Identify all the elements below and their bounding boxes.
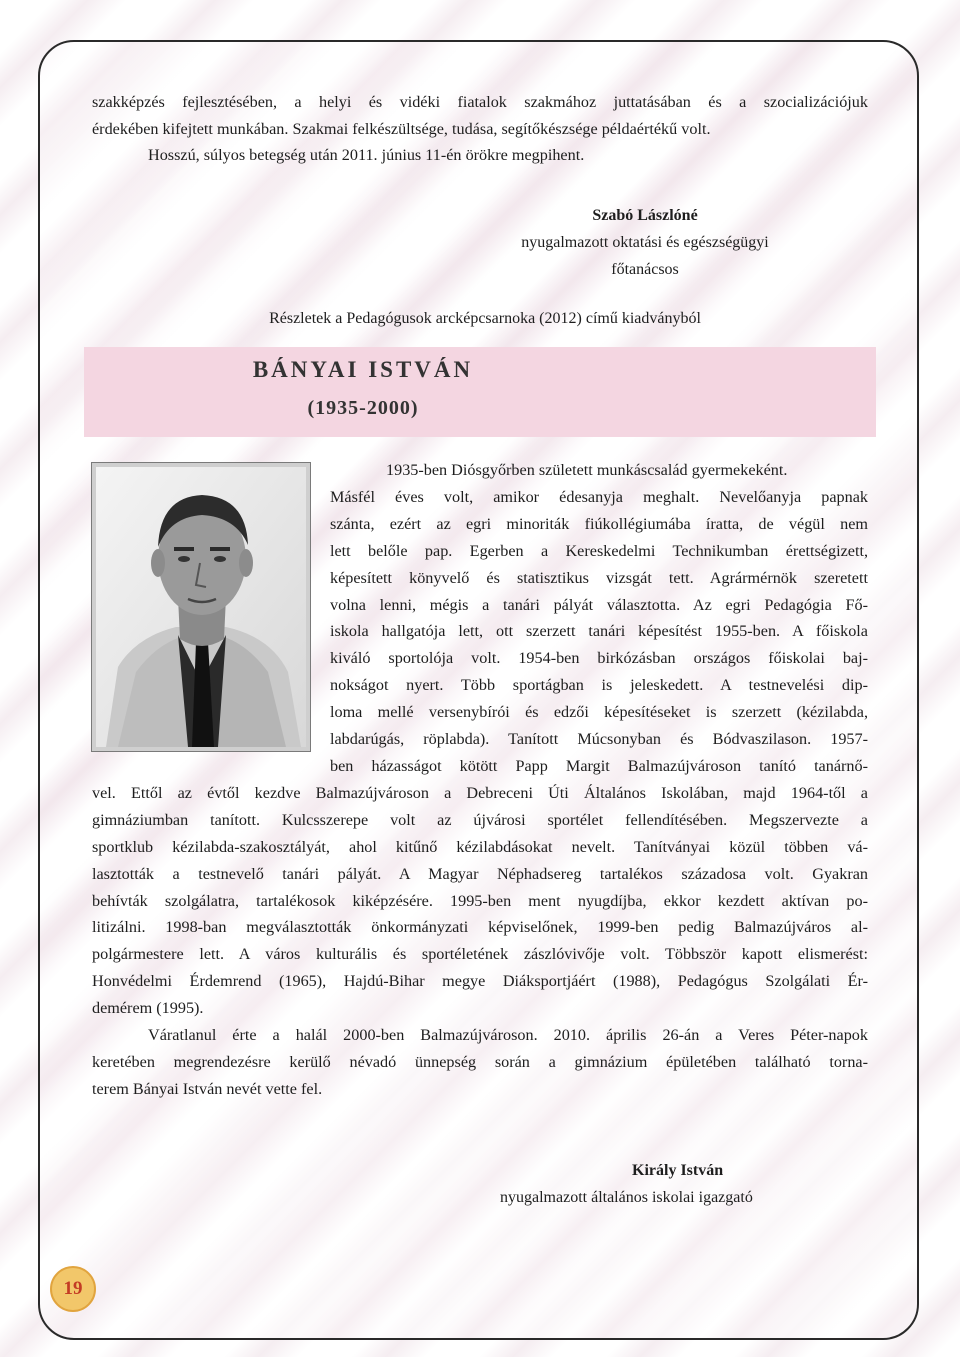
- signature-name: Szabó Lászlóné: [592, 207, 698, 224]
- text-line: behívták szolgálatra, tartalékosok kiképzésére. 1995-ben ment nyugdíjba, ekkor kezdett aktívan po-: [92, 891, 868, 910]
- text-line: gimnáziumban tanított. Kulcsszerepe volt az újvárosi sportélet fellendítésében. Megszervezte a: [92, 810, 868, 829]
- text-line: kiváló sportolója volt. 1954-ben birkózásban országos főiskolai baj-: [330, 649, 868, 668]
- signature-block-2: [500, 1157, 940, 1211]
- text-line: szakképzés fejlesztésében, a helyi és vidéki fiatalok szakmához juttatásában és a szocializációjuk: [92, 93, 868, 111]
- text-line: polgármestere lett. A város kulturális és sportéletének zászlóvivője volt. Többször kapott elismerést:: [92, 945, 868, 964]
- signature-title: nyugalmazott oktatási és egészségügyi: [521, 234, 769, 251]
- source-line: Részletek a Pedagógusok arcképcsarnoka (2012) című kiadványból: [269, 310, 701, 327]
- text-line: szánta, ezért az egri minoriták fiúkollégiumába íratta, de végül nem: [330, 514, 868, 533]
- signature-name: Király István: [632, 1162, 724, 1179]
- text-line: volna lenni, mégis a tanári pályát választotta. Az egri Pedagógia Fő-: [330, 595, 868, 614]
- text-line: labdarúgás, röplabda). Tanított Múcsonyban és Bódvaszilason. 1957-: [330, 730, 868, 749]
- text-line: loma mellé versenybírói és edzői képesítéseket is szerzett (kézilabda,: [330, 703, 868, 722]
- text-line: keretében megrendezésre kerülő névadó ünnepség során a gimnázium épületében található torna-: [92, 1052, 868, 1071]
- bio-body: [92, 457, 868, 1103]
- bio-years: (1935-2000): [307, 397, 419, 419]
- signature-title: nyugalmazott általános iskolai igazgató: [500, 1189, 753, 1206]
- text-line: lasztották a testnevelő tanári pályát. A Magyar Néphadsereg tartalékos századosa volt. Gyakran: [92, 864, 868, 883]
- text-line: Hosszú, súlyos betegség után 2011. június 11-én örökre megpihent.: [148, 146, 585, 165]
- signature-block-1: [440, 202, 850, 283]
- text-line: Váratlanul érte a halál 2000-ben Balmazújvároson. 2010. április 26-án a Veres Péter-napok: [148, 1026, 868, 1045]
- text-line: érdekében kifejtett munkában. Szakmai felkészültsége, tudása, segítőkészsége példaértékű volt.: [92, 119, 711, 138]
- text-line: iskola hallgatója lett, ott szerzett tanári képesítést 1955-ben. A főiskola: [330, 622, 868, 641]
- text-line: litizálni. 1998-ban megválasztották önkormányzati képviselőnek, 1999-ben pedig Balmazújváros al-: [92, 918, 868, 937]
- text-line: nokságot nyert. Több sportágban is jeleskedett. A testnevelési dip-: [330, 676, 868, 695]
- text-line: képesített könyvelő és statisztikus vizsgát tett. Agrármérnök szeretett: [330, 568, 868, 587]
- signature-title: főtanácsos: [611, 261, 679, 278]
- top-paragraph: [92, 89, 868, 169]
- bio-name: BÁNYAI ISTVÁN: [252, 357, 474, 382]
- text-line: Honvédelmi Érdemrend (1965), Hajdú-Bihar megye Diáksportjáért (1988), Pedagógus Szolgálati Ér-: [92, 972, 868, 991]
- text-line: demérem (1995).: [92, 999, 204, 1018]
- text-line: lett belőle pap. Egerben a Kereskedelmi Technikumban érettségizett,: [330, 541, 868, 560]
- text-line: terem Bányai István nevét vette fel.: [92, 1079, 323, 1098]
- text-line: Másfél éves volt, amikor édesanyja meghalt. Nevelőanyja papnak: [330, 487, 868, 506]
- text-line: 1935-ben Diósgyőrben született munkáscsalád gyermekeként.: [386, 461, 788, 479]
- bio-title-bar: [84, 347, 876, 437]
- page-number-badge: 19: [50, 1266, 96, 1312]
- text-line: ben házasságot kötött Papp Margit Balmazújvároson tanító tanárnő-: [330, 756, 868, 775]
- text-line: vel. Ettől az évtől kezdve Balmazújvároson a Debreceni Úti Általános Iskolában, majd 1964-től a: [92, 783, 868, 802]
- text-line: sportklub kézilabda-szakosztályát, ahol kitűnő kézilabdásokat nevelt. Tanítványai közül többen vá-: [92, 837, 868, 856]
